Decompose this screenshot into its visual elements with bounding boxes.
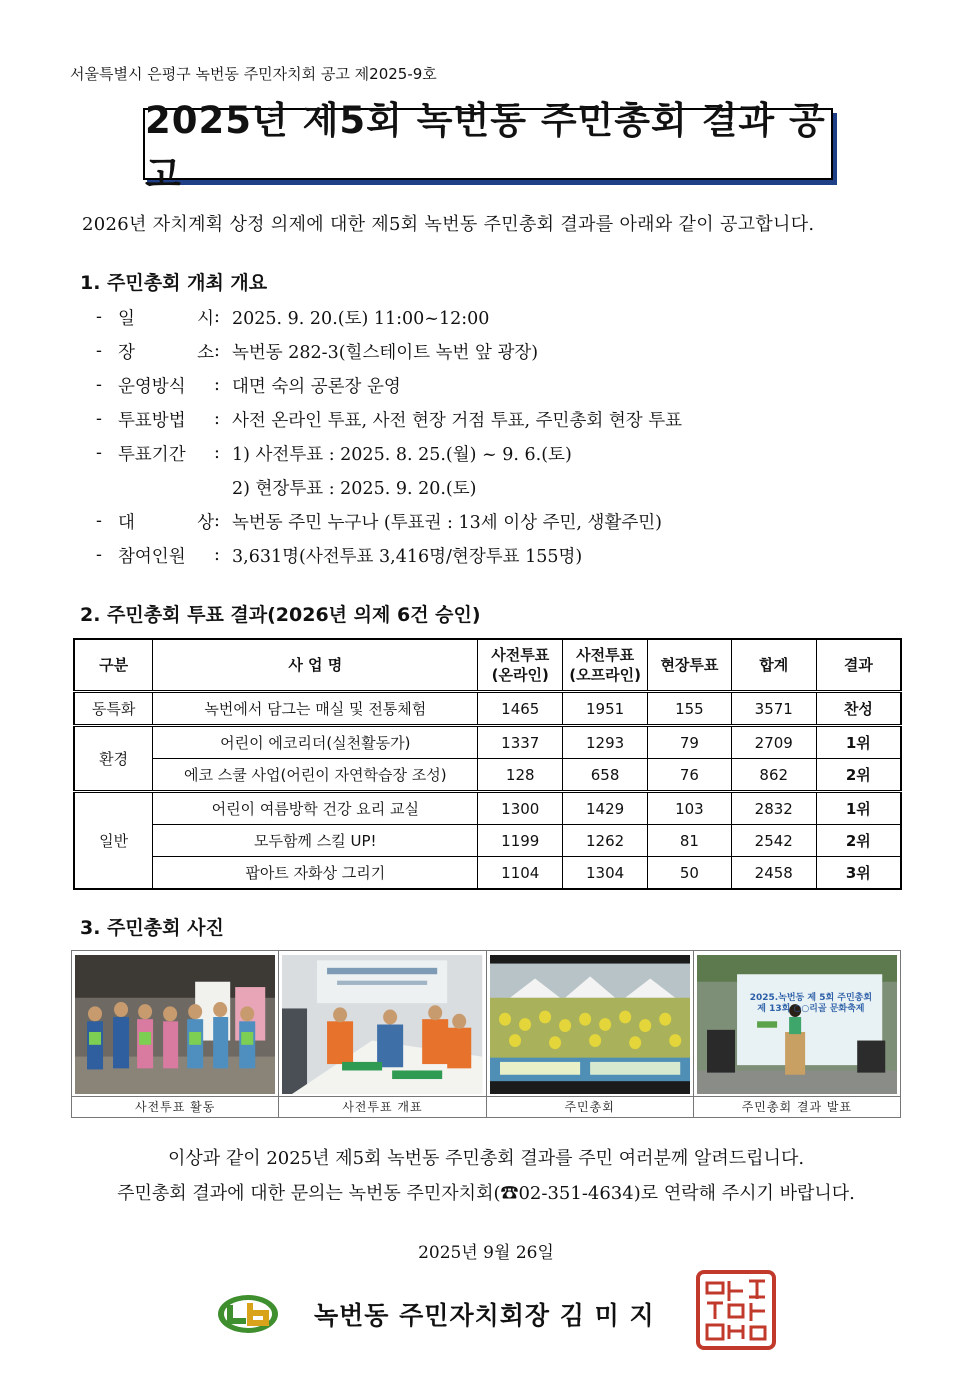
cell-total: 2832 xyxy=(731,792,816,825)
cell-project: 모두함께 스킬 UP! xyxy=(153,825,478,857)
cell-total: 2458 xyxy=(731,857,816,890)
section1-title: 1. 주민총회 개최 개요 xyxy=(80,272,268,294)
overview-label: 참여인원 xyxy=(118,546,186,567)
overview-value: 2) 현장투표 : 2025. 9. 20.(토) xyxy=(232,478,477,499)
cell-category: 동특화 xyxy=(74,692,153,726)
overview-value: 사전 온라인 투표, 사전 현장 거점 투표, 주민총회 현장 투표 xyxy=(232,410,683,431)
closing-line1: 이상과 같이 2025년 제5회 녹번동 주민총회 결과를 주민 여러분께 알려드립니다. xyxy=(167,1148,805,1169)
announcement-date: 2025년 9월 26일 xyxy=(418,1243,554,1263)
cell-onsite: 76 xyxy=(648,759,732,792)
cell-result: 3위 xyxy=(816,857,901,890)
header-offline: 사전투표 (오프라인) xyxy=(563,639,648,692)
cell-online: 1300 xyxy=(478,792,563,825)
table-row xyxy=(74,759,901,792)
cell-result: 2위 xyxy=(816,759,901,792)
overview-value: 1) 사전투표 : 2025. 8. 25.(월) ~ 9. 6.(토) xyxy=(232,444,572,465)
cell-project: 어린이 에코리더(실천활동가) xyxy=(153,726,478,759)
overview-label: 대 상 xyxy=(118,512,214,533)
cell-result: 2위 xyxy=(816,825,901,857)
cell-onsite: 103 xyxy=(648,792,732,825)
overview-item: - 투표방법 : 사전 온라인 투표, 사전 현장 거점 투표, 주민총회 현장 투표 xyxy=(96,402,896,436)
photo-prevote-activity xyxy=(75,955,275,1094)
photo-caption: 주민총회 xyxy=(487,1096,693,1117)
cell-result: 찬성 xyxy=(816,692,901,726)
overview-item: - 대 상 : 녹번동 주민 누구나 (투표권 : 13세 이상 주민, 생활주민) xyxy=(96,504,896,538)
banner-line2: 제 13회 ○○리골 문화축제 xyxy=(757,1003,865,1014)
cell-project: 어린이 여름방학 건강 요리 교실 xyxy=(153,792,478,825)
photo-cell xyxy=(279,951,486,1117)
cell-offline: 1293 xyxy=(563,726,648,759)
cell-project: 녹번에서 담그는 매실 및 전통체험 xyxy=(153,692,478,726)
photo-prevote-counting xyxy=(282,955,482,1094)
overview-item: - 장 소 : 녹번동 282-3(힐스테이트 녹번 앞 광장) xyxy=(96,334,896,368)
cell-offline: 1262 xyxy=(563,825,648,857)
table-header-row xyxy=(74,639,901,692)
cell-result: 1위 xyxy=(816,726,901,759)
photo-cell xyxy=(72,951,279,1117)
overview-value: 녹번동 282-3(힐스테이트 녹번 앞 광장) xyxy=(232,342,539,363)
header-result: 결과 xyxy=(816,639,901,692)
official-seal-icon xyxy=(695,1269,777,1351)
header-project: 사 업 명 xyxy=(153,639,478,692)
signatory-name: 녹번동 주민자치회장 김 미 지 xyxy=(314,1301,655,1330)
nokbeon-logo-icon xyxy=(216,1293,280,1335)
table-row xyxy=(74,857,901,890)
table-row xyxy=(74,726,901,759)
cell-onsite: 79 xyxy=(648,726,732,759)
cell-online: 1199 xyxy=(478,825,563,857)
overview-value: 녹번동 주민 누구나 (투표권 : 13세 이상 주민, 생활주민) xyxy=(232,512,662,533)
overview-label: 운영방식 xyxy=(118,376,186,397)
cell-offline: 1429 xyxy=(563,792,648,825)
photo-results-announcement xyxy=(697,955,897,1094)
cell-project: 에코 스쿨 사업(어린이 자연학습장 조성) xyxy=(153,759,478,792)
cell-category: 일반 xyxy=(74,792,153,890)
photo-grid xyxy=(71,950,901,1118)
photo-cell xyxy=(694,951,900,1117)
cell-total: 2542 xyxy=(731,825,816,857)
overview-label: 투표기간 xyxy=(118,444,186,465)
cell-online: 1337 xyxy=(478,726,563,759)
overview-item: - 일 시 : 2025. 9. 20.(토) 11:00~12:00 xyxy=(96,300,896,334)
cell-total: 2709 xyxy=(731,726,816,759)
overview-value: 2025. 9. 20.(토) 11:00~12:00 xyxy=(232,308,490,329)
overview-label: 장 소 xyxy=(118,342,214,363)
cell-total: 862 xyxy=(731,759,816,792)
cell-online: 1465 xyxy=(478,692,563,726)
overview-value: 3,631명(사전투표 3,416명/현장투표 155명) xyxy=(232,546,583,567)
photo-cell xyxy=(487,951,694,1117)
photo-caption: 주민총회 결과 발표 xyxy=(694,1096,900,1117)
header-category: 구분 xyxy=(74,639,153,692)
overview-item: - 참여인원 : 3,631명(사전투표 3,416명/현장투표 155명) xyxy=(96,538,896,572)
vote-results-table xyxy=(73,638,902,890)
cell-total: 3571 xyxy=(731,692,816,726)
cell-category: 환경 xyxy=(74,726,153,792)
overview-label: 투표방법 xyxy=(118,410,186,431)
notice-number: 서울특별시 은평구 녹번동 주민자치회 공고 제2025-9호 xyxy=(70,65,437,83)
closing-line2: 주민총회 결과에 대한 문의는 녹번동 주민자치회(☎02-351-4634)로 연락해 주시기 바랍니다. xyxy=(117,1183,855,1204)
cell-onsite: 155 xyxy=(648,692,732,726)
overview-item xyxy=(96,470,896,504)
cell-result: 1위 xyxy=(816,792,901,825)
overview-list xyxy=(96,300,896,572)
cell-online: 1104 xyxy=(478,857,563,890)
photo-residents-assembly xyxy=(490,955,690,1094)
section2-title: 2. 주민총회 투표 결과(2026년 의제 6건 승인) xyxy=(80,604,481,626)
overview-value: 대면 숙의 공론장 운영 xyxy=(232,376,401,397)
title-box xyxy=(143,99,833,196)
header-online: 사전투표 (온라인) xyxy=(478,639,563,692)
header-onsite: 현장투표 xyxy=(648,639,732,692)
table-row xyxy=(74,692,901,726)
overview-item: - 투표기간 : 1) 사전투표 : 2025. 8. 25.(월) ~ 9. 6.(토) xyxy=(96,436,896,470)
cell-offline: 658 xyxy=(563,759,648,792)
page-title: 2025년 제5회 녹번동 주민총회 결과 공고 xyxy=(145,99,826,196)
table-row xyxy=(74,825,901,857)
banner-line1: 2025.녹번동 제 5회 주민총회 xyxy=(749,992,873,1003)
photo-caption: 사전투표 개표 xyxy=(279,1096,485,1117)
cell-offline: 1304 xyxy=(563,857,648,890)
cell-offline: 1951 xyxy=(563,692,648,726)
cell-project: 팝아트 자화상 그리기 xyxy=(153,857,478,890)
section3-title: 3. 주민총회 사진 xyxy=(80,917,224,939)
cell-onsite: 81 xyxy=(648,825,732,857)
header-total: 합계 xyxy=(731,639,816,692)
cell-onsite: 50 xyxy=(648,857,732,890)
intro-text: 2026년 자치계획 상정 의제에 대한 제5회 녹번동 주민총회 결과를 아래와 같이 공고합니다. xyxy=(82,214,815,235)
overview-item: - 운영방식 : 대면 숙의 공론장 운영 xyxy=(96,368,896,402)
cell-online: 128 xyxy=(478,759,563,792)
overview-label: 일 시 xyxy=(118,308,214,329)
photo-caption: 사전투표 활동 xyxy=(72,1096,278,1117)
table-row xyxy=(74,792,901,825)
